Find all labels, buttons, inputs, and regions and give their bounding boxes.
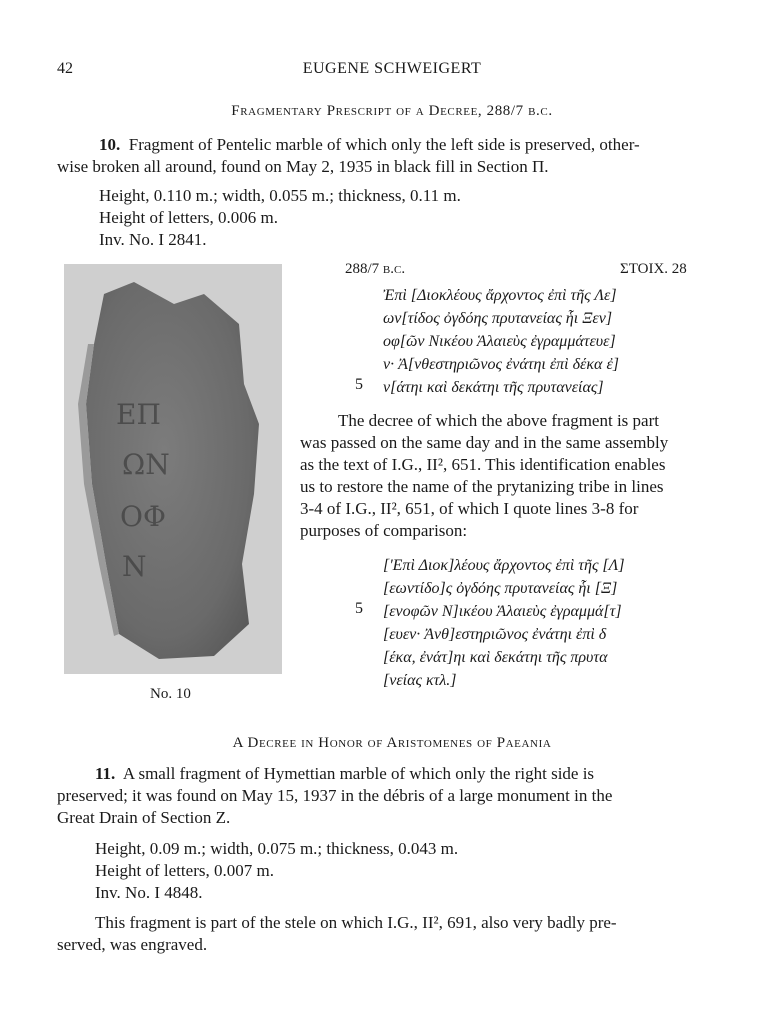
final-line: served, was engraved. — [57, 935, 208, 954]
quote-line: [νείας κτλ.] — [383, 672, 457, 689]
body-line: as the text of I.G., II², 651. This identification enables — [300, 455, 666, 474]
photo-letters-4: Ν — [122, 550, 147, 583]
entry-11-meta — [95, 838, 458, 904]
inscription-date — [345, 261, 405, 278]
quote-line: [έκα, ἐνάτ]ηι καὶ δεκάτηι τῆς πρυτα — [383, 649, 608, 666]
letter-height: Height of letters, 0.007 m. — [95, 861, 274, 880]
line-number: 5 — [355, 376, 363, 393]
comparison-quote — [383, 554, 625, 692]
section-title-10: Fragmentary Prescript of a Decree, 288/7 b.c. — [231, 103, 553, 119]
body-line: us to restore the name of the prytanizing tribe in lines — [300, 477, 664, 496]
letter-height: Height of letters, 0.006 m. — [99, 208, 278, 227]
entry-number: 10. — [99, 135, 121, 154]
inscription-line: ν· Ἀ[νθεστηριῶνος ἐνάτηι ἐπὶ δέκα ἐ] — [383, 356, 619, 373]
identification-paragraph — [300, 410, 730, 542]
body-line: 3-4 of I.G., II², 651, of which I quote lines 3-8 for — [300, 499, 639, 518]
entry-number: 11. — [95, 764, 116, 783]
inscription-line: ων[τίδος ὀγδόης πρυτανείας ἧι Ξεν] — [383, 310, 613, 327]
inscription-date-text: 288/7 b.c. — [345, 261, 406, 277]
inventory-number: Inv. No. I 4848. — [95, 883, 203, 902]
dimensions: Height, 0.09 m.; width, 0.075 m.; thickness, 0.043 m. — [95, 839, 459, 858]
inventory-number: Inv. No. I 2841. — [99, 230, 207, 249]
desc-line: preserved; it was found on May 15, 1937 in the débris of a large monument in the — [57, 786, 613, 805]
photo-letters-1: ΕΠ — [116, 398, 161, 431]
desc-line: Great Drain of Section Z. — [57, 808, 231, 827]
photo-caption: No. 10 — [150, 686, 191, 702]
final-line: This fragment is part of the stele on which I.G., II², 691, also very badly pre- — [95, 913, 617, 932]
quote-line: [ενοφῶν Ν]ικέου Ἁλαιεὺς ἐγραμμά[τ] — [383, 603, 622, 620]
quote-line: [εωντίδο]ς ὀγδόης πρυτανείας ἧι [Ξ] — [383, 580, 618, 597]
inscription-text — [383, 284, 619, 399]
inscription-line: ν[άτηι καὶ δεκάτηι τῆς πρυτανείας] — [383, 379, 604, 396]
dimensions: Height, 0.110 m.; width, 0.055 m.; thickness, 0.11 m. — [99, 186, 461, 205]
desc-line: A small fragment of Hymettian marble of which only the right side is — [122, 764, 595, 783]
inscription-line: Ἐπὶ [Διοκλέους ἄρχοντος ἐπὶ τῆς Λε] — [383, 287, 617, 304]
fragment-photo — [64, 264, 282, 674]
running-head: EUGENE SCHWEIGERT — [302, 60, 482, 77]
body-line: was passed on the same day and in the same assembly — [300, 433, 669, 452]
photo-letters-3: ΟΦ — [120, 500, 166, 533]
inscription-line: οφ[ῶν Νικέου Ἁλαιεὺς ἐγραμμάτευε] — [383, 333, 616, 350]
stoichedon-label: ΣΤΟΙΧ. 28 — [620, 261, 687, 277]
desc-line: Fragment of Pentelic marble of which only the left side is preserved, other- — [128, 135, 640, 154]
body-line: purposes of comparison: — [300, 521, 468, 540]
section-title-11: A Decree in Honor of Aristomenes of Paeania — [232, 735, 552, 751]
stone-fragment-image — [64, 264, 282, 674]
desc-line: wise broken all around, found on May 2, 1935 in black fill in Section Π. — [57, 157, 549, 176]
entry-11-description — [57, 763, 737, 829]
page-number: 42 — [57, 60, 73, 77]
quote-line: ['Επὶ Διοκ]λέους ἄρχοντος ἐπὶ τῆς [Λ] — [383, 557, 625, 574]
body-line: The decree of which the above fragment is part — [338, 411, 659, 430]
quote-line: [ευεν· Ἀνθ]εστηριῶνος ἐνάτηι ἐπὶ δ — [383, 626, 607, 643]
quote-line-number: 5 — [355, 600, 363, 617]
photo-letters-2: ΩΝ — [122, 448, 170, 481]
final-paragraph — [57, 912, 737, 956]
entry-10-meta — [99, 185, 461, 251]
entry-10-description — [57, 134, 737, 178]
